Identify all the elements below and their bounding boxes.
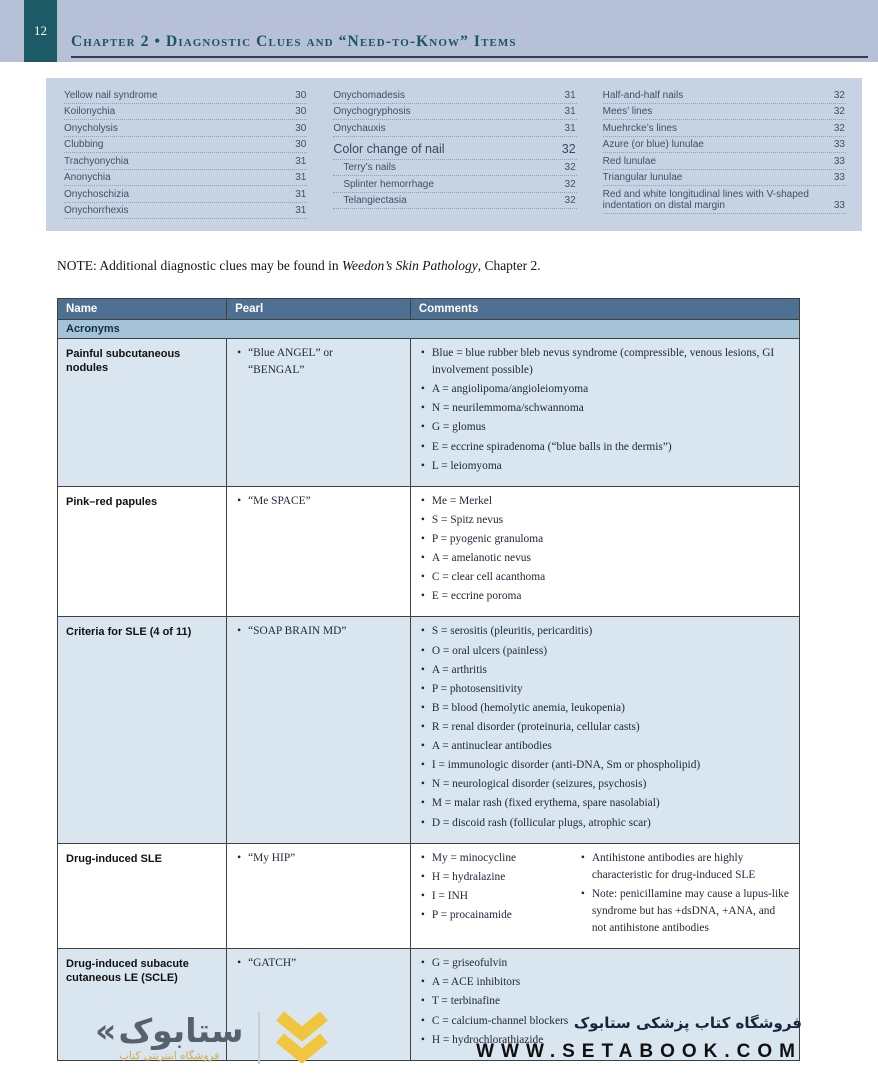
comment-item: • M = malar rash (fixed erythema, spare nasolabial) bbox=[419, 795, 791, 812]
note-prefix: NOTE: Additional diagnostic clues may be found in bbox=[57, 258, 342, 273]
comment-item: • My = minocycline bbox=[419, 850, 567, 867]
toc-column-2 bbox=[333, 87, 576, 219]
comment-item: • G = griseofulvin bbox=[419, 955, 791, 972]
toc-entry-label: Triangular lunulae bbox=[602, 172, 683, 183]
toc-entry-page: 33 bbox=[833, 172, 845, 183]
toc-entry bbox=[64, 186, 307, 203]
toc-entry-label: Onychauxis bbox=[333, 122, 386, 134]
comment-item: • I = immunologic disorder (anti-DNA, Sm or phospholipid) bbox=[419, 757, 791, 774]
toc-entry bbox=[64, 203, 307, 220]
chapter-header-bar bbox=[0, 0, 878, 62]
toc-entry bbox=[603, 153, 846, 170]
comment-item: • E = eccrine poroma bbox=[419, 588, 791, 605]
toc-entry-label: Muehrcke’s lines bbox=[602, 122, 677, 134]
toc-entry-page: 33 bbox=[833, 139, 845, 150]
table-row bbox=[58, 617, 800, 843]
comment-item: • N = neurilemmoma/schwannoma bbox=[419, 400, 791, 417]
toc-entry-page: 30 bbox=[295, 106, 307, 117]
pearls-table bbox=[57, 298, 800, 1061]
toc-entry-label: Onychomadesis bbox=[333, 89, 406, 101]
toc-entry-label: Onychoschizia bbox=[64, 188, 130, 200]
comment-item: • N = neurological disorder (seizures, psychosis) bbox=[419, 776, 791, 793]
comment-item: • B = blood (hemolytic anemia, leukopenia) bbox=[419, 700, 791, 717]
comment-item: • I = INH bbox=[419, 888, 567, 905]
website-url: WWW.SETABOOK.COM bbox=[476, 1040, 802, 1062]
toc-entry bbox=[333, 87, 576, 104]
row-pearl-cell bbox=[227, 486, 411, 617]
setabook-logo bbox=[95, 1012, 330, 1064]
comment-item: • Note: penicillamine may cause a lupus-like syndrome but has +dsDNA, +ANA, and not antihistone antibodies bbox=[579, 886, 791, 937]
section-row-acronyms bbox=[58, 320, 800, 339]
setabook-wordmark: ستابوک bbox=[118, 1011, 244, 1050]
toc-entry-page: 31 bbox=[564, 89, 576, 101]
note-suffix: , Chapter 2. bbox=[477, 258, 541, 273]
toc-entry-label: Onychorrhexis bbox=[64, 205, 129, 216]
toc-entry-label: Yellow nail syndrome bbox=[64, 89, 158, 101]
toc-entry-page: 32 bbox=[564, 195, 576, 206]
toc-entry bbox=[603, 186, 846, 214]
logo-guillemet: « bbox=[95, 1011, 117, 1050]
toc-entry bbox=[603, 120, 846, 137]
logo-caption: فروشگاه اینترنتی کتاب bbox=[119, 1050, 220, 1062]
row-name: Painful subcutaneous nodules bbox=[58, 339, 227, 487]
toc-entry bbox=[64, 87, 307, 104]
row-pearl-cell bbox=[227, 617, 411, 843]
store-title: فروشگاه کتاب پزشکی ستابوک bbox=[573, 1013, 802, 1032]
toc-entry-page: 32 bbox=[833, 122, 845, 134]
table-header-row bbox=[58, 299, 800, 320]
table-row bbox=[58, 486, 800, 617]
toc-entry-label: Onycholysis bbox=[64, 122, 118, 134]
toc-entry bbox=[333, 120, 576, 137]
toc-entry bbox=[64, 137, 307, 154]
row-name: Drug-induced SLE bbox=[58, 843, 227, 949]
toc-entry bbox=[333, 193, 576, 210]
toc-entry-page: 33 bbox=[833, 199, 845, 211]
toc-entry bbox=[64, 153, 307, 170]
toc-entry-page: 31 bbox=[564, 122, 576, 134]
toc-entry bbox=[603, 170, 846, 187]
table-row bbox=[58, 843, 800, 949]
comment-item: • A = angiolipoma/angioleiomyoma bbox=[419, 381, 791, 398]
comment-item: • A = ACE inhibitors bbox=[419, 974, 791, 991]
toc-entry bbox=[603, 87, 846, 104]
pearl-item: • “GATCH” bbox=[235, 955, 366, 972]
comment-item: • P = procainamide bbox=[419, 907, 567, 924]
toc-entry-label: Onychogryphosis bbox=[333, 106, 411, 117]
toc-entry-label: Clubbing bbox=[64, 139, 104, 150]
toc-entry-page: 32 bbox=[564, 162, 576, 173]
row-name: Criteria for SLE (4 of 11) bbox=[58, 617, 227, 843]
toc-entry-label: Trachyonychia bbox=[64, 155, 129, 167]
toc-entry-label: Red and white longitudinal lines with V-shaped indentation on distal margin bbox=[602, 188, 809, 211]
toc-entry-label: Azure (or blue) lunulae bbox=[602, 139, 704, 150]
logo-divider bbox=[258, 1012, 260, 1064]
toc-entry-page: 31 bbox=[295, 188, 307, 200]
comment-item: • P = photosensitivity bbox=[419, 681, 791, 698]
toc-entry bbox=[603, 104, 846, 121]
chevron-double-down-icon bbox=[274, 1012, 330, 1064]
row-name: Drug-induced subacute cutaneous LE (SCLE) bbox=[58, 949, 227, 1061]
toc-entry bbox=[333, 160, 576, 177]
comment-item: • R = renal disorder (proteinuria, cellular casts) bbox=[419, 719, 791, 736]
toc-entry-label: Color change of nail bbox=[333, 141, 445, 156]
comments-two-columns bbox=[419, 850, 791, 940]
toc-entry-label: Mees’ lines bbox=[602, 106, 653, 117]
chapter-title-wrap bbox=[71, 0, 868, 62]
comment-item: • E = eccrine spiradenoma (“blue balls in the dermis”) bbox=[419, 439, 791, 456]
comment-item: • A = arthritis bbox=[419, 662, 791, 679]
comment-item: • Antihistone antibodies are highly characteristic for drug-induced SLE bbox=[579, 850, 791, 884]
comment-item: • C = calcium-channel blockers bbox=[419, 1013, 791, 1030]
toc-entry bbox=[64, 170, 307, 187]
row-comments-cell bbox=[410, 339, 799, 487]
row-comments-cell bbox=[410, 617, 799, 843]
toc-entry-page: 31 bbox=[295, 172, 307, 183]
page-number: 12 bbox=[24, 0, 57, 62]
note-text bbox=[57, 258, 878, 274]
comment-item: • O = oral ulcers (painless) bbox=[419, 643, 791, 660]
comment-item: • T = terbinafine bbox=[419, 993, 791, 1010]
logo-wordmark-block bbox=[95, 1011, 244, 1062]
logo-wordmark bbox=[95, 1011, 244, 1050]
toc-entry-page: 32 bbox=[833, 89, 845, 101]
footer-right-block bbox=[476, 1014, 802, 1063]
pearl-item: • “Me SPACE” bbox=[235, 493, 366, 510]
toc-entry-page: 31 bbox=[295, 205, 307, 216]
column-header-name: Name bbox=[58, 299, 227, 320]
section-title: Acronyms bbox=[58, 320, 800, 339]
publisher-footer bbox=[57, 1012, 802, 1064]
toc-entry-page: 30 bbox=[295, 122, 307, 134]
comment-item: • H = hydralazine bbox=[419, 869, 567, 886]
toc-entry-label: Half-and-half nails bbox=[602, 89, 684, 101]
toc-entry-section bbox=[333, 137, 576, 160]
toc-entry-page: 32 bbox=[833, 106, 845, 117]
comment-item: • Blue = blue rubber bleb nevus syndrome (compressible, venous lesions, GI involvement possible) bbox=[419, 345, 791, 379]
pearl-item: • “SOAP BRAIN MD” bbox=[235, 623, 366, 640]
toc-panel bbox=[46, 78, 862, 231]
toc-entry-label: Red lunulae bbox=[602, 155, 657, 167]
comment-item: • H = hydrochlorathiazide bbox=[419, 1032, 791, 1049]
table-row bbox=[58, 339, 800, 487]
note-book-title: Weedon’s Skin Pathology bbox=[341, 258, 478, 273]
toc-entry bbox=[64, 104, 307, 121]
comment-item: • L = leiomyoma bbox=[419, 458, 791, 475]
chapter-title: Chapter 2 • Diagnostic Clues and “Need-to-Know” Items bbox=[71, 33, 868, 58]
toc-entry-label: Anonychia bbox=[64, 172, 111, 183]
comment-item: • S = serositis (pleuritis, pericarditis) bbox=[419, 623, 791, 640]
toc-entry-page: 31 bbox=[564, 106, 576, 117]
toc-entry-page: 30 bbox=[295, 139, 307, 150]
comment-item: • S = Spitz nevus bbox=[419, 512, 791, 529]
comment-item: • Me = Merkel bbox=[419, 493, 791, 510]
pearl-item: • “Blue ANGEL” or “BENGAL” bbox=[235, 345, 366, 379]
toc-entry-label: Terry’s nails bbox=[343, 162, 396, 173]
row-comments-cell bbox=[410, 486, 799, 617]
toc-column-1 bbox=[64, 87, 307, 219]
toc-entry bbox=[64, 120, 307, 137]
pearl-item: • “My HIP” bbox=[235, 850, 366, 867]
comment-item: • C = clear cell acanthoma bbox=[419, 569, 791, 586]
comment-item: • G = glomus bbox=[419, 419, 791, 436]
toc-entry-page: 33 bbox=[833, 155, 845, 167]
toc-entry-label: Splinter hemorrhage bbox=[343, 178, 434, 190]
row-comments-cell bbox=[410, 843, 799, 949]
comment-item: • P = pyogenic granuloma bbox=[419, 531, 791, 548]
toc-entry-label: Koilonychia bbox=[64, 106, 116, 117]
column-header-pearl: Pearl bbox=[227, 299, 411, 320]
row-name: Pink–red papules bbox=[58, 486, 227, 617]
toc-entry-page: 31 bbox=[295, 155, 307, 167]
toc-entry bbox=[333, 104, 576, 121]
toc-entry-page: 32 bbox=[564, 178, 576, 190]
row-pearl-cell bbox=[227, 339, 411, 487]
comment-item: • D = discoid rash (follicular plugs, atrophic scar) bbox=[419, 815, 791, 832]
comment-item: • A = amelanotic nevus bbox=[419, 550, 791, 567]
toc-entry bbox=[603, 137, 846, 154]
toc-column-3 bbox=[603, 87, 846, 219]
toc-entry bbox=[333, 176, 576, 193]
toc-entry-page: 30 bbox=[295, 89, 307, 101]
toc-entry-page: 32 bbox=[561, 141, 576, 156]
row-pearl-cell bbox=[227, 843, 411, 949]
comment-item: • A = antinuclear antibodies bbox=[419, 738, 791, 755]
toc-entry-label: Telangiectasia bbox=[343, 195, 407, 206]
column-header-comments: Comments bbox=[410, 299, 799, 320]
